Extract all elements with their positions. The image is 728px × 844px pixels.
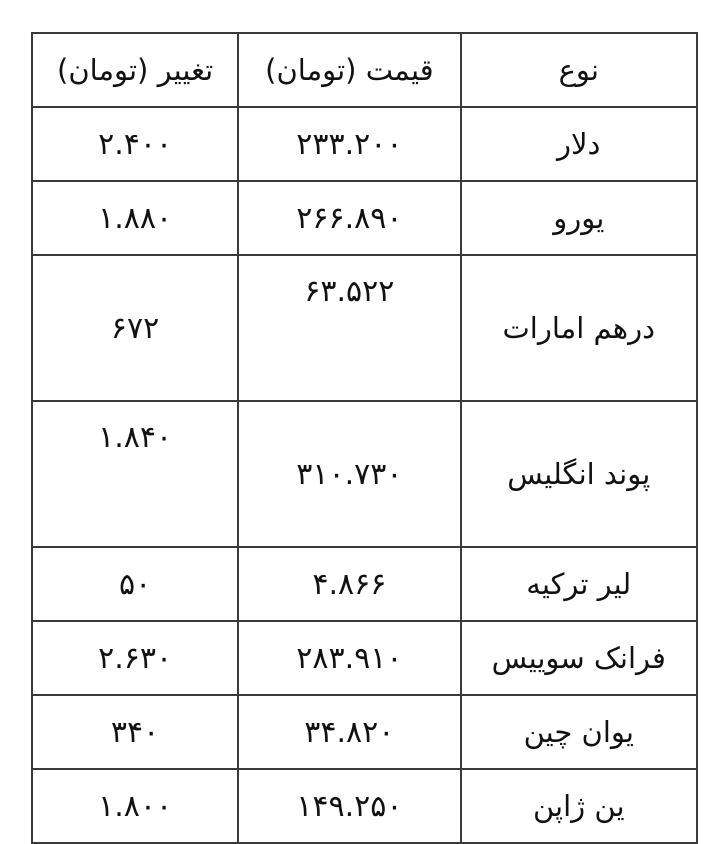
price-cell: ۲۳۳.۲۰۰ <box>238 107 460 181</box>
change-cell: ۲.۴۰۰ <box>32 107 238 181</box>
currency-name: لیر ترکیه <box>461 547 697 621</box>
table-row <box>32 181 697 255</box>
table-row <box>32 401 697 547</box>
currency-name: دلار <box>461 107 697 181</box>
currency-name: ین ژاپن <box>461 769 697 843</box>
header-price: قیمت (تومان) <box>238 33 460 107</box>
currency-name: یورو <box>461 181 697 255</box>
price-cell: ۶۳.۵۲۲ <box>238 255 460 401</box>
currency-rate-table <box>31 32 698 844</box>
change-cell: ۶۷۲ <box>32 255 238 401</box>
price-cell: ۱۴۹.۲۵۰ <box>238 769 460 843</box>
table-row <box>32 107 697 181</box>
table-row <box>32 547 697 621</box>
change-cell: ۱.۸۴۰ <box>32 401 238 547</box>
currency-name: یوان چین <box>461 695 697 769</box>
currency-name: درهم امارات <box>461 255 697 401</box>
change-cell: ۲.۶۳۰ <box>32 621 238 695</box>
change-cell: ۱.۸۸۰ <box>32 181 238 255</box>
change-cell: ۵۰ <box>32 547 238 621</box>
table-row <box>32 255 697 401</box>
header-change: تغییر (تومان) <box>32 33 238 107</box>
currency-name: فرانک سوییس <box>461 621 697 695</box>
table-header-row <box>32 33 697 107</box>
header-type: نوع <box>461 33 697 107</box>
change-cell: ۱.۸۰۰ <box>32 769 238 843</box>
table-row <box>32 621 697 695</box>
price-cell: ۲۶۶.۸۹۰ <box>238 181 460 255</box>
price-cell: ۴.۸۶۶ <box>238 547 460 621</box>
currency-name: پوند انگلیس <box>461 401 697 547</box>
price-cell: ۳۱۰.۷۳۰ <box>238 401 460 547</box>
table-row <box>32 695 697 769</box>
price-cell: ۳۴.۸۲۰ <box>238 695 460 769</box>
table-row <box>32 769 697 843</box>
price-cell: ۲۸۳.۹۱۰ <box>238 621 460 695</box>
change-cell: ۳۴۰ <box>32 695 238 769</box>
